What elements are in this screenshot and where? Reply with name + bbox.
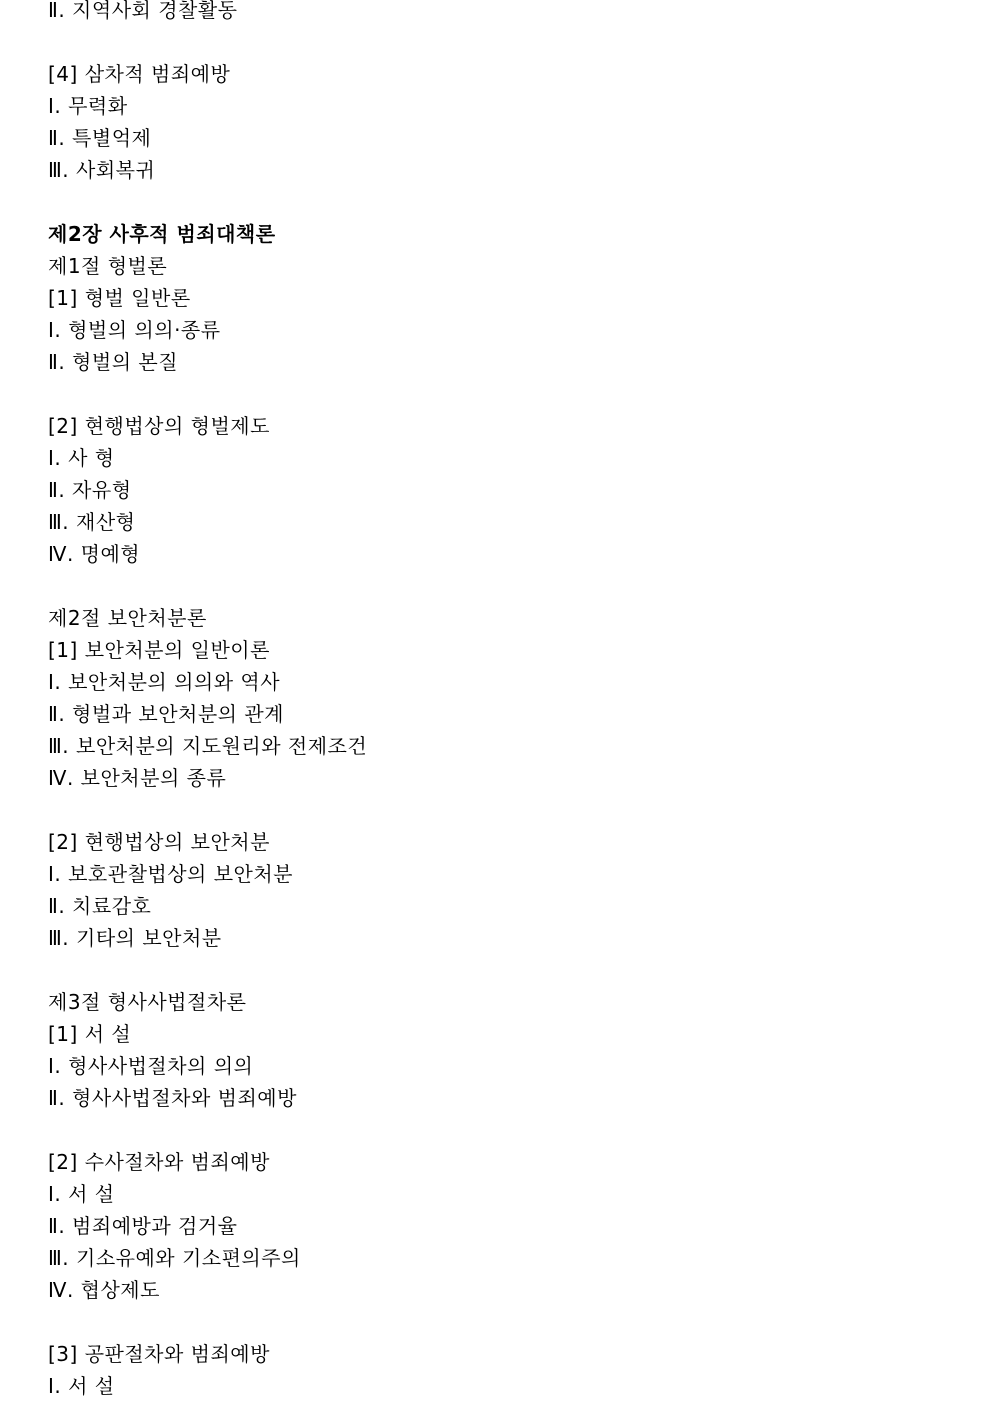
subsection-heading: [2] 현행법상의 형벌제도 <box>48 414 270 438</box>
clause-heading: 제3절 형사사법절차론 <box>48 990 247 1014</box>
section-item: Ⅱ. 형벌의 본질 <box>48 350 179 374</box>
subsection-heading: [2] 수사절차와 범죄예방 <box>48 1150 270 1174</box>
section-item: Ⅰ. 서 설 <box>48 1182 115 1206</box>
subsection-heading: [1] 서 설 <box>48 1022 132 1046</box>
section-item: Ⅱ. 치료감호 <box>48 894 152 918</box>
section-item: Ⅳ. 명예형 <box>48 542 141 566</box>
section-item: Ⅰ. 사 형 <box>48 446 115 470</box>
clause-heading: 제1절 형벌론 <box>48 254 168 278</box>
section-item: Ⅲ. 보안처분의 지도원리와 전제조건 <box>48 734 368 758</box>
section-item: Ⅰ. 무력화 <box>48 94 128 118</box>
section-item: Ⅳ. 협상제도 <box>48 1278 160 1302</box>
blank-line <box>48 570 948 602</box>
subsection-heading: [1] 보안처분의 일반이론 <box>48 638 270 662</box>
section-item: Ⅲ. 기타의 보안처분 <box>48 926 222 950</box>
section-item: Ⅱ. 형사사법절차와 범죄예방 <box>48 1086 297 1110</box>
section-item: Ⅱ. 형벌과 보안처분의 관계 <box>48 702 284 726</box>
subsection-heading: [3] 공판절차와 범죄예방 <box>48 1342 270 1366</box>
section-item: Ⅰ. 형벌의 의의·종류 <box>48 318 221 342</box>
section-item: Ⅱ. 범죄예방과 검거율 <box>48 1214 238 1238</box>
section-item: Ⅱ. 지역사회 경찰활동 <box>48 0 238 22</box>
section-item: Ⅰ. 형사사법절차의 의의 <box>48 1054 254 1078</box>
section-item: Ⅱ. 자유형 <box>48 478 132 502</box>
blank-line <box>48 186 948 218</box>
subsection-heading: [2] 현행법상의 보안처분 <box>48 830 270 854</box>
blank-line <box>48 1114 948 1146</box>
section-item: Ⅰ. 서 설 <box>48 1374 115 1398</box>
chapter-heading: 제2장 사후적 범죄대책론 <box>48 222 276 246</box>
subsection-heading: [1] 형벌 일반론 <box>48 286 191 310</box>
section-item: Ⅲ. 기소유예와 기소편의주의 <box>48 1246 301 1270</box>
blank-line <box>48 1306 948 1338</box>
section-item: Ⅰ. 보호관찰법상의 보안처분 <box>48 862 293 886</box>
blank-line <box>48 794 948 826</box>
blank-line <box>48 378 948 410</box>
clause-heading: 제2절 보안처분론 <box>48 606 207 630</box>
section-item: Ⅲ. 재산형 <box>48 510 136 534</box>
section-item: Ⅳ. 보안처분의 종류 <box>48 766 227 790</box>
section-item: Ⅲ. 사회복귀 <box>48 158 156 182</box>
section-item: Ⅱ. 특별억제 <box>48 126 152 150</box>
subsection-heading: [4] 삼차적 범죄예방 <box>48 62 231 86</box>
section-item: Ⅰ. 보안처분의 의의와 역사 <box>48 670 281 694</box>
document-page <box>48 0 948 1402</box>
blank-line <box>48 26 948 58</box>
blank-line <box>48 954 948 986</box>
